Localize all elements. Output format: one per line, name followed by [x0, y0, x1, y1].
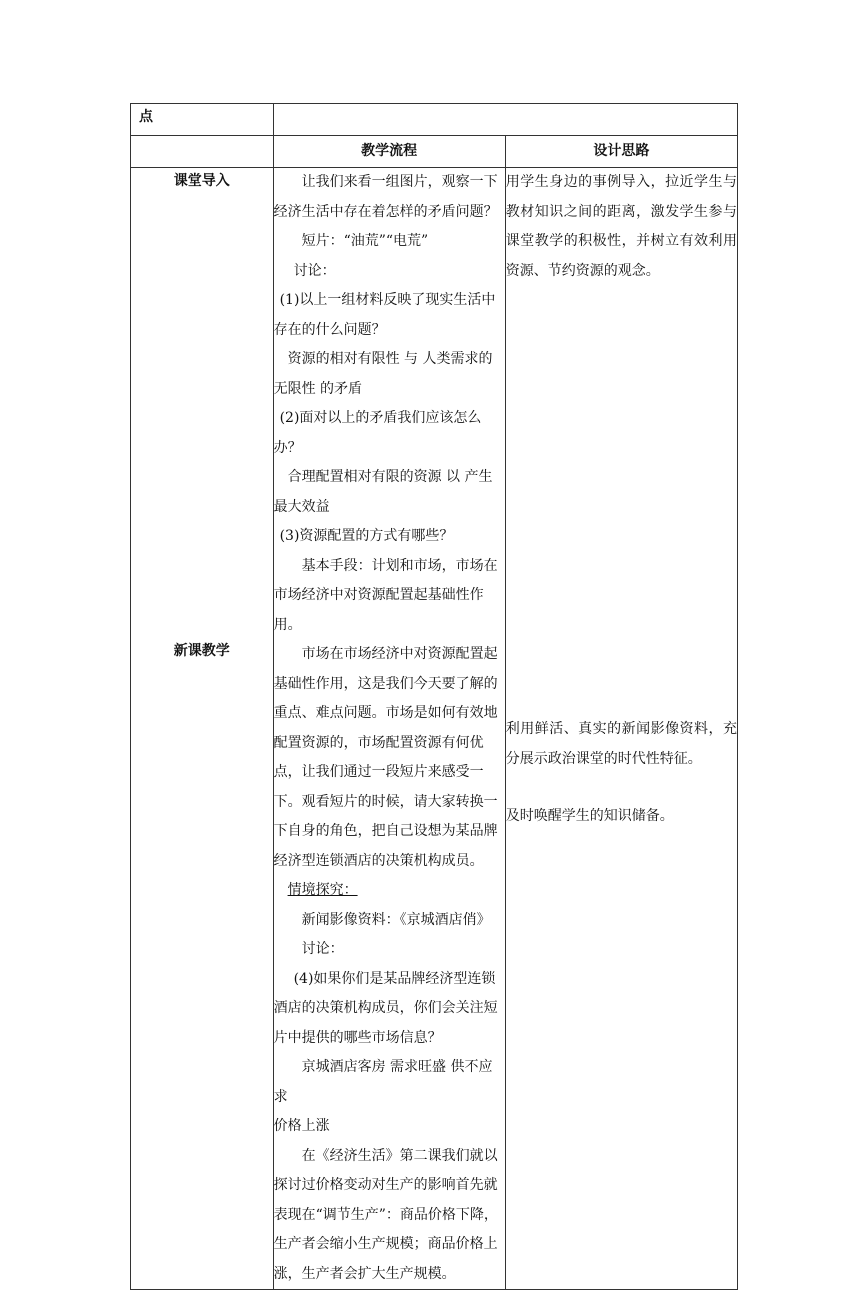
header-flow: 教学流程	[273, 136, 505, 168]
flow-paragraph: 基本手段：计划和市场，市场在市场经济中对资源配置起基础性作用。	[273, 557, 498, 633]
design-cell	[505, 168, 737, 1290]
flow-paragraph: 短片：“油荒”“电荒”	[301, 233, 429, 249]
flow-paragraph: (1)以上一组材料反映了现实生活中存在的什么问题？	[273, 292, 496, 338]
table-row-top	[131, 104, 738, 136]
design-paragraph: 利用鲜活、真实的新闻影像资料，充分展示政治课堂的时代性特征。	[505, 721, 737, 767]
top-row-label-cell	[131, 104, 274, 136]
flow-paragraph: (3)资源配置的方式有哪些？	[279, 528, 454, 544]
flow-paragraph: 讨论：	[293, 262, 336, 279]
flow-paragraph: (2)面对以上的矛盾我们应该怎么办？	[273, 410, 482, 456]
design-paragraph: 及时唤醒学生的知识储备。	[505, 808, 674, 824]
flow-cell	[273, 168, 505, 1290]
flow-paragraph: 让我们来看一组图片，观察一下经济生活中存在着怎样的矛盾问题？	[273, 174, 498, 220]
flow-paragraph: 在《经济生活》第二课我们就以探讨过价格变动对生产的影响首先就表现在“调节生产”：商品价格下降，生产者会缩小生产规模；商品价格上涨，生产者会扩大生产规模。	[273, 1147, 498, 1282]
section-cell	[131, 168, 274, 1290]
header-empty-cell	[131, 136, 274, 168]
table-header-row	[131, 136, 738, 168]
lesson-plan-table	[130, 103, 738, 1290]
table-body-row	[131, 168, 738, 1290]
flow-paragraph: 价格上涨	[273, 1118, 330, 1134]
flow-paragraph: 合理配置相对有限的资源 以 产生最大效益	[273, 469, 493, 515]
section-new-lesson: 新课教学	[173, 643, 230, 659]
flow-paragraph: 京城酒店客房 需求旺盛 供不应求	[273, 1059, 493, 1105]
header-design: 设计思路	[505, 136, 737, 168]
flow-paragraph: 资源的相对有限性 与 人类需求的无限性 的矛盾	[273, 351, 493, 397]
flow-paragraph: (4)如果你们是某品牌经济型连锁酒店的决策机构成员，你们会关注短片中提供的哪些市场信息？	[273, 970, 498, 1046]
top-row-label: 点	[139, 109, 153, 125]
section-intro: 课堂导入	[173, 173, 230, 189]
top-row-empty-cell	[273, 104, 737, 136]
flow-paragraph: 新闻影像资料：《京城酒店俏》	[301, 911, 491, 928]
flow-paragraph: 讨论：	[301, 941, 344, 957]
flow-underlined-text: 情境探究：	[287, 882, 358, 898]
flow-paragraph: 市场在市场经济中对资源配置起基础性作用，这是我们今天要了解的重点、难点问题。市场是如何有效地配置资源的，市场配置资源有何优点，让我们通过一段短片来感受一下。观看短片的时候，请大家转换一下自身的角色，把自己设想为某品牌经济型连锁酒店的决策机构成员。	[273, 646, 498, 869]
design-paragraph: 用学生身边的事例导入，拉近学生与教材知识之间的距离，激发学生参与课堂教学的积极性，并树立有效利用资源、节约资源的观念。	[505, 174, 737, 279]
flow-paragraph	[274, 876, 505, 906]
